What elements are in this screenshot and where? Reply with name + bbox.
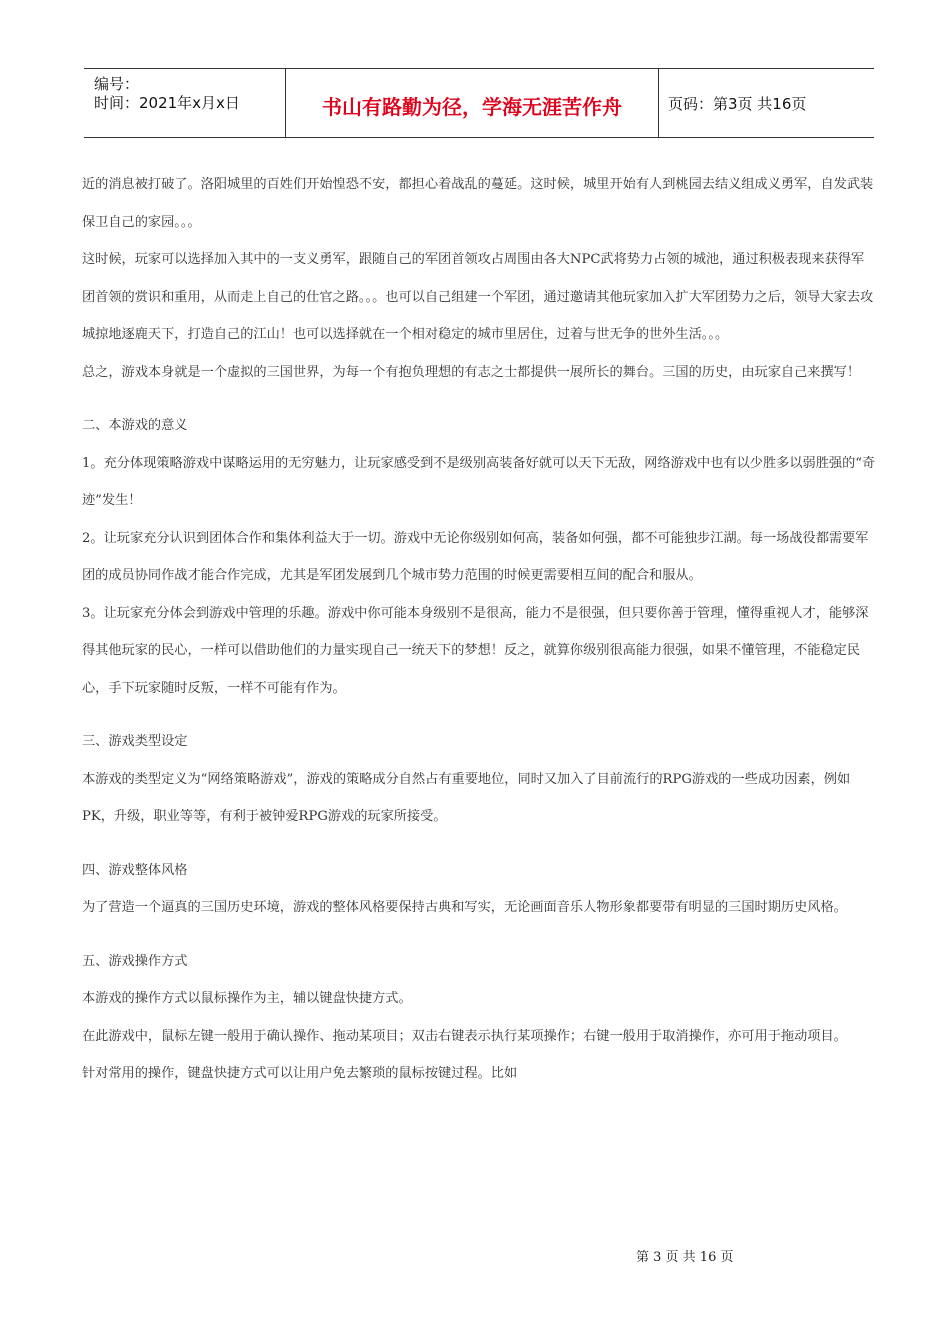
body-paragraph: 为了营造一个逼真的三国历史环境，游戏的整体风格要保持古典和写实，无论画面音乐人物形象都要带有明显的三国时期历史风格。 <box>82 900 847 915</box>
document-body <box>82 166 877 1093</box>
section-heading-style: 四、游戏整体风格 <box>82 862 188 878</box>
body-paragraph: 针对常用的操作，键盘快捷方式可以让用户免去繁琐的鼠标按键过程。比如 <box>82 1066 518 1081</box>
page-code: 页码：第3页 共16页 <box>668 95 807 113</box>
body-paragraph: 3。让玩家充分体会到游戏中管理的乐趣。游戏中你可能本身级别不是很高，能力不是很强，但只要你善于管理，懂得重视人才，能够深得其他玩家的民心，一样可以借助他们的力量实现自己一统天下的梦想！反之，就算你级别很高能力很强，如果不懂管理，不能稳定民心，手下玩家随时反叛，一样不可能有作为。 <box>82 605 869 696</box>
section-heading-type: 三、游戏类型设定 <box>82 734 188 749</box>
motto-text: 书山有路勤为径，学海无涯苦作舟 <box>322 95 622 119</box>
section-heading-controls: 五、游戏操作方式 <box>82 953 188 969</box>
body-paragraph: 2。让玩家充分认识到团体合作和集体利益大于一切。游戏中无论你级别如何高，装备如何强，都不可能独步江湖。每一场战役都需要军团的成员协同作战才能合作完成，尤其是军团发展到几个城市势力范围的时候更需要相互间的配合和服从。 <box>82 530 869 583</box>
section-heading-significance: 二、本游戏的意义 <box>82 418 188 433</box>
header-meta-cell <box>84 69 284 137</box>
body-paragraph: 1。充分体现策略游戏中谋略运用的无穷魅力，让玩家感受到不是级别高装备好就可以天下无敌，网络游戏中也有以少胜多以弱胜强的“奇迹”发生！ <box>82 455 876 508</box>
header-motto-cell <box>285 69 659 137</box>
body-paragraph: 本游戏的类型定义为“网络策略游戏”，游戏的策略成分自然占有重要地位，同时又加入了目前流行的RPG游戏的一些成功因素，例如PK，升级，职业等等，有利于被钟爱RPG游戏的玩家所接受。 <box>82 771 851 824</box>
body-paragraph: 总之，游戏本身就是一个虚拟的三国世界，为每一个有抱负理想的有志之士都提供一展所长的舞台。三国的历史，由玩家自己来撰写！ <box>82 364 861 380</box>
header-page-cell <box>658 69 874 137</box>
body-paragraph: 本游戏的操作方式以鼠标操作为主，辅以键盘快捷方式。 <box>82 991 412 1006</box>
date-label: 时间：2021年x月x日 <box>94 94 240 112</box>
body-paragraph: 这时候，玩家可以选择加入其中的一支义勇军，跟随自己的军团首领攻占周围由各大NPC武将势力占领的城池，通过积极表现来获得军团首领的赏识和重用，从而走上自己的仕官之路。。。也可以自己组建一个军团，通过邀请其他玩家加入扩大军团势力之后，领导大家去攻城掠地逐鹿天下，打造自己的江山！也可以选择就在一个相对稳定的城市里居住，过着与世无争的世外生活。。。 <box>82 252 874 342</box>
page-footer: 第 3 页 共 16 页 <box>636 1250 734 1265</box>
body-paragraph: 近的消息被打破了。洛阳城里的百姓们开始惶恐不安，都担心着战乱的蔓延。这时候，城里开始有人到桃园去结义组成义勇军，自发武装保卫自己的家园。。。 <box>82 177 874 230</box>
header-table <box>84 68 874 138</box>
body-paragraph: 在此游戏中，鼠标左键一般用于确认操作、拖动某项目；双击右键表示执行某项操作；右键一般用于取消操作，亦可用于拖动项目。 <box>82 1028 847 1044</box>
serial-label: 编号： <box>94 75 140 93</box>
